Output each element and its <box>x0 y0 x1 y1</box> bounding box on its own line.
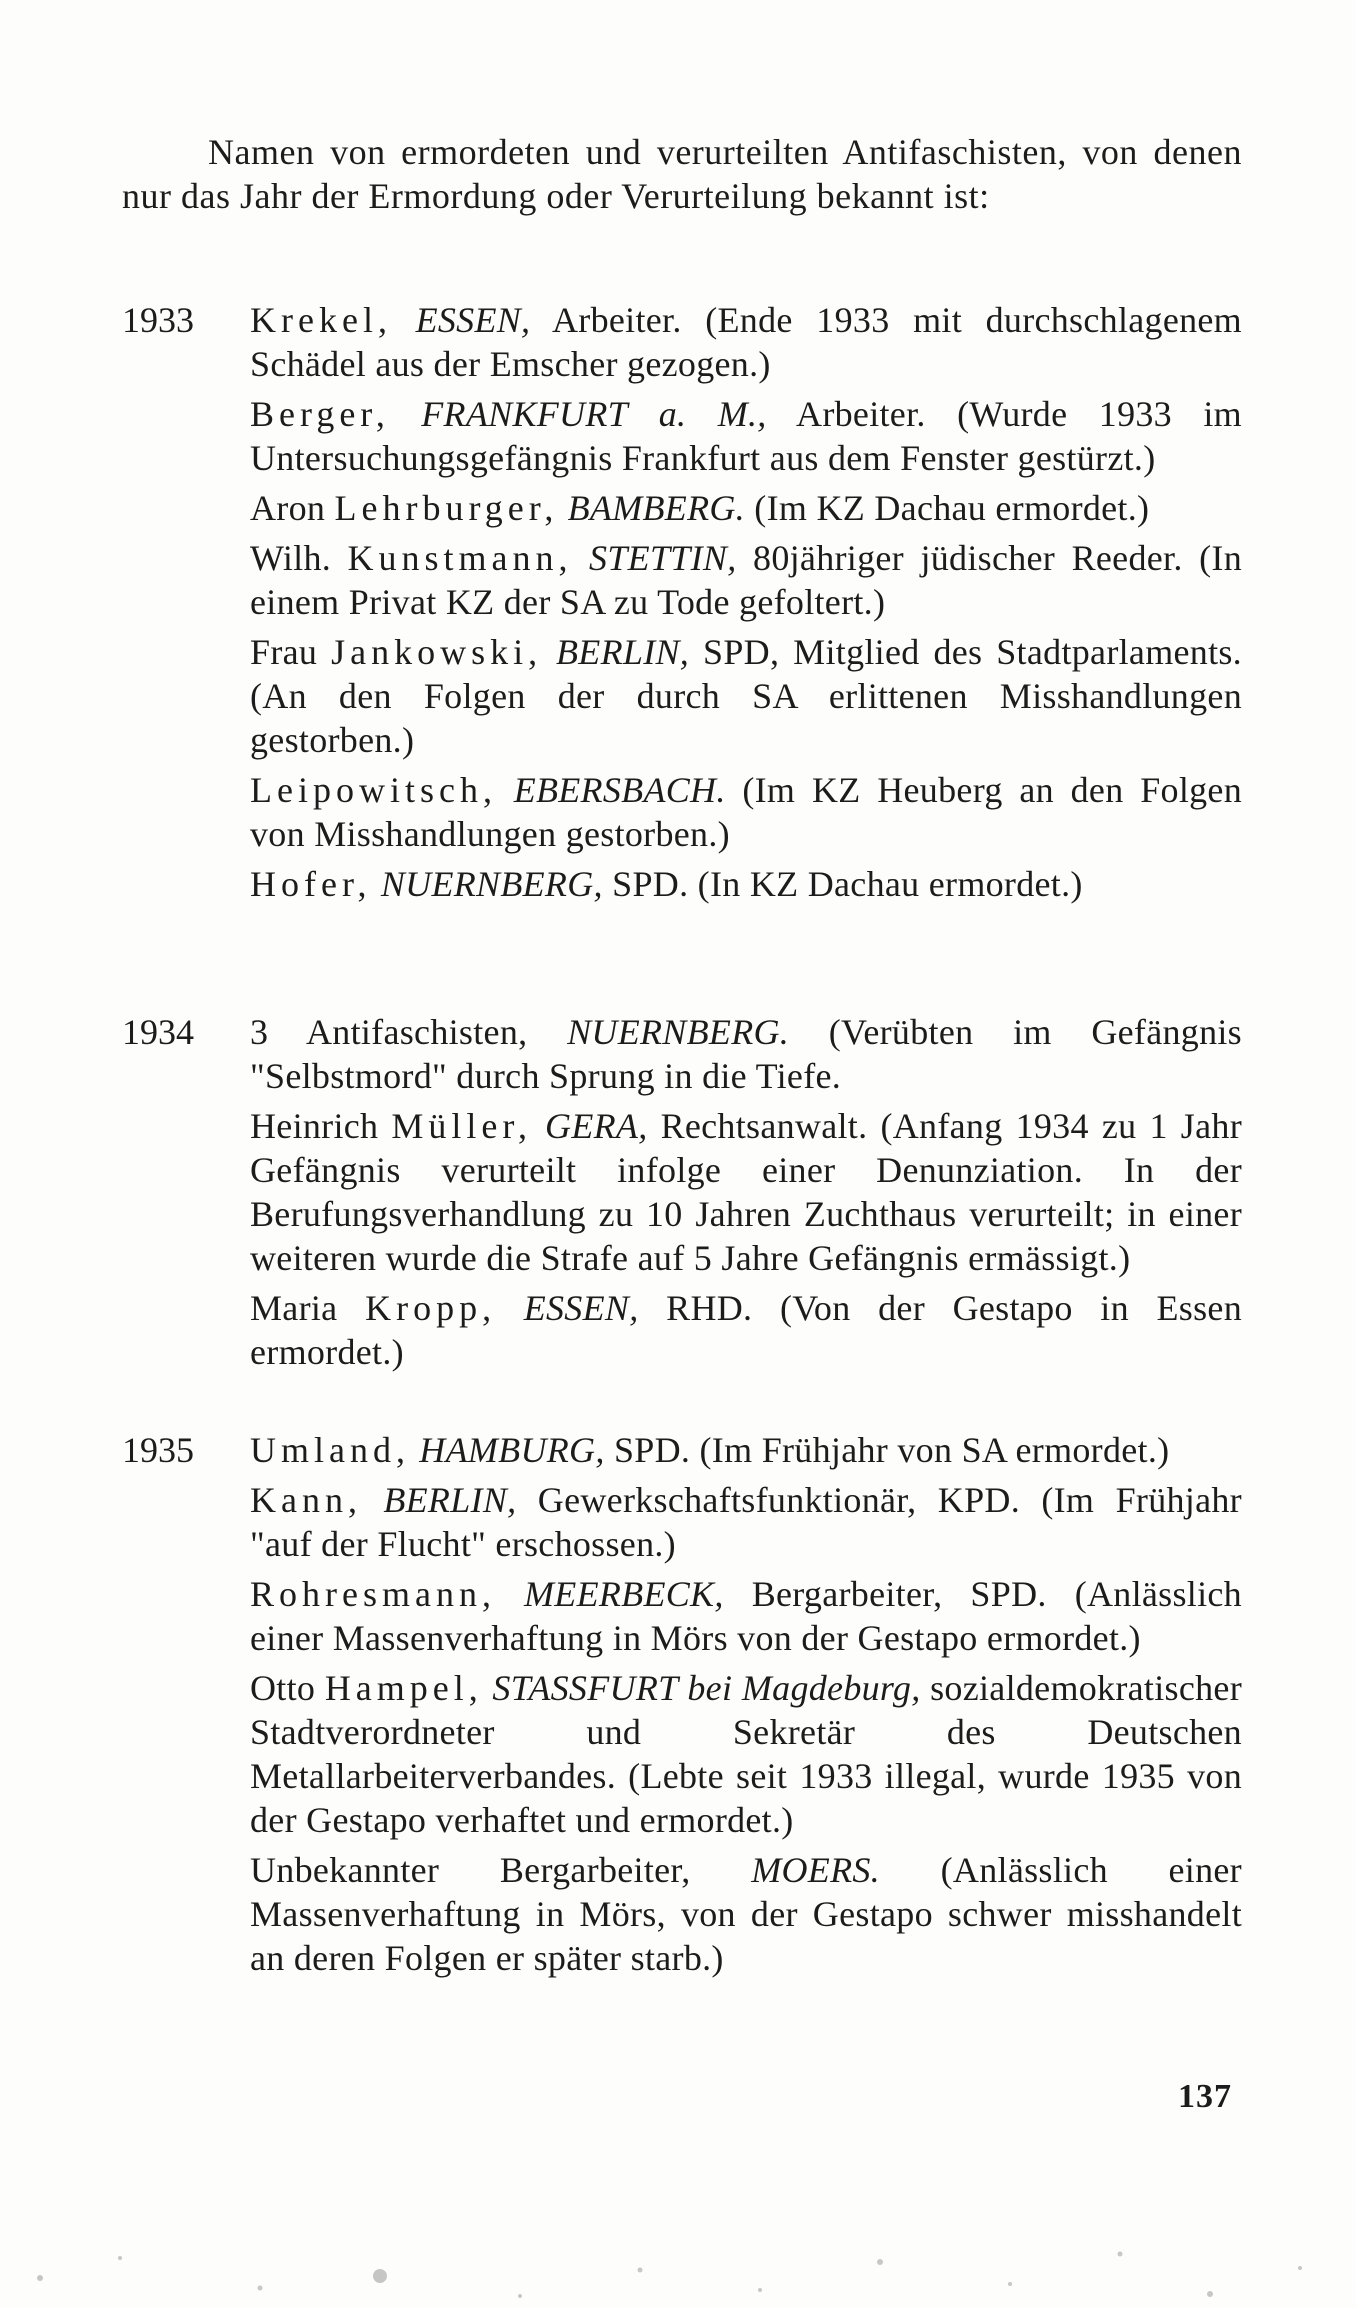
person-name: Kunstmann, <box>347 538 573 578</box>
person-name: Leipowitsch, <box>250 770 497 810</box>
person-name: Kann, <box>250 1480 362 1520</box>
entry-description: Gewerkschaftsfunktionär, KPD. (Im Frühjahr "auf der Flucht" erschossen.) <box>250 1480 1242 1564</box>
entry-description: sozialdemokratischer Stadtverordneter und Sekretär des Deutschen Metallarbeiterverbandes. (Lebte seit 1933 illegal, wurde 1935 von der Gestapo verhaftet und ermordet.) <box>250 1668 1242 1840</box>
person-name: Umland, <box>250 1430 410 1470</box>
entry: 3 Antifaschisten, NUERNBERG. (Verübten im Gefängnis "Selbstmord" durch Sprung in die Tiefe. <box>250 1012 1242 1096</box>
entry-description: SPD, Mitglied des Stadtparlaments. (An den Folgen der durch SA erlittenen Misshandlungen gestorben.) <box>250 632 1242 760</box>
entry-description: (Verübten im Gefängnis "Selbstmord" durch Sprung in die Tiefe. <box>250 1012 1242 1096</box>
entry-description: (Anlässlich einer Massenverhaftung in Mörs, von der Gestapo schwer misshandelt an deren Folgen er später starb.) <box>250 1850 1242 1978</box>
entry <box>250 392 1242 480</box>
place-name: BERLIN, <box>383 1480 517 1520</box>
entry-list <box>250 1010 1242 1380</box>
page-number: 137 <box>1178 2078 1232 2115</box>
entry: Heinrich Müller, GERA, Rechtsanwalt. (Anfang 1934 zu 1 Jahr Gefängnis verurteilt infolge einer Denunziation. In der Berufungsverhandlung zu 10 Jahren Zuchthaus verurteilt; in einer weiteren wurde die Strafe auf 5 Jahre Gefängnis ermässigt.) <box>250 1106 1242 1278</box>
entry <box>250 1428 1242 1472</box>
entry-description: SPD. (Im Frühjahr von SA ermordet.) <box>613 1430 1170 1470</box>
entry <box>250 1478 1242 1566</box>
year-label: 1933 <box>122 300 194 340</box>
entry-description: (Im KZ Dachau ermordet.) <box>754 488 1150 528</box>
entry-description: SPD. (In KZ Dachau ermordet.) <box>612 864 1083 904</box>
place-name: NUERNBERG, <box>380 864 603 904</box>
entry-description: Arbeiter. (Ende 1933 mit durchschlagenem Schädel aus der Emscher gezogen.) <box>250 300 1242 384</box>
entry: Unbekannter Bergarbeiter, MOERS. (Anlässlich einer Massenverhaftung in Mörs, von der Gestapo schwer misshandelt an deren Folgen er später starb.) <box>250 1850 1242 1978</box>
person-name: Hampel, <box>324 1668 483 1708</box>
place-name: FRANKFURT a. M., <box>421 394 767 434</box>
entry-description: RHD. (Von der Gestapo in Essen ermordet.) <box>250 1288 1242 1372</box>
person-name: Jankowski, <box>331 632 543 672</box>
place-name: MEERBECK, <box>524 1574 724 1614</box>
entry-description: 80jähriger jüdischer Reeder. (In einem Privat KZ der SA zu Tode gefoltert.) <box>250 538 1242 622</box>
scan-noise <box>0 2158 1356 2308</box>
entry <box>250 768 1242 856</box>
entry-description: Bergarbeiter, SPD. (Anlässlich einer Massenverhaftung in Mörs von der Gestapo ermordet.) <box>250 1574 1242 1658</box>
entry: Maria Kropp, ESSEN, RHD. (Von der Gestapo in Essen ermordet.) <box>250 1288 1242 1372</box>
person-name: Kropp, <box>365 1288 497 1328</box>
place-name: GERA, <box>545 1106 648 1146</box>
place-name: STASSFURT bei Magdeburg, <box>492 1668 921 1708</box>
place-name: EBERSBACH. <box>513 770 726 810</box>
entry <box>250 862 1242 906</box>
entry: Wilh. Kunstmann, STETTIN, 80jähriger jüdischer Reeder. (In einem Privat KZ der SA zu Tode gefoltert.) <box>250 538 1242 622</box>
entry <box>250 298 1242 386</box>
entry: Aron Lehrburger, BAMBERG. (Im KZ Dachau ermordet.) <box>250 488 1150 528</box>
entry: Frau Jankowski, BERLIN, SPD, Mitglied des Stadtparlaments. (An den Folgen der durch SA erlittenen Misshandlungen gestorben.) <box>250 632 1242 760</box>
entry: Otto Hampel, STASSFURT bei Magdeburg, sozialdemokratischer Stadtverordneter und Sekretär des Deutschen Metallarbeiterverbandes. (Lebte seit 1933 illegal, wurde 1935 von der Gestapo verhaftet und ermordet.) <box>250 1668 1242 1840</box>
person-name: Berger, <box>250 394 390 434</box>
year-label: 1934 <box>122 1012 194 1052</box>
entry-description: (Im KZ Heuberg an den Folgen von Misshandlungen gestorben.) <box>250 770 1242 854</box>
person-name: Lehrburger, <box>334 488 559 528</box>
person-name: Hofer, <box>250 864 372 904</box>
entry-description: Arbeiter. (Wurde 1933 im Untersuchungsgefängnis Frankfurt aus dem Fenster gestürzt.) <box>250 394 1242 478</box>
person-name: Müller, <box>391 1106 532 1146</box>
place-name: BERLIN, <box>556 632 690 672</box>
entry-list <box>250 1428 1242 1986</box>
entry-description: Rechtsanwalt. (Anfang 1934 zu 1 Jahr Gefängnis verurteilt infolge einer Denunziation. In der Berufungsverhandlung zu 10 Jahren Zuchthaus verurteilt; in einer weiteren wurde die Strafe auf 5 Jahre Gefängnis ermässigt.) <box>250 1106 1242 1278</box>
entry-list <box>250 298 1242 912</box>
intro-paragraph: Namen von ermordeten und verurteilten Antifaschisten, von denen nur das Jahr der Ermordung oder Verurteilung bekannt ist: <box>122 132 1242 216</box>
place-name: STETTIN, <box>589 538 737 578</box>
place-name: HAMBURG, <box>419 1430 605 1470</box>
place-name: MOERS. <box>751 1850 880 1890</box>
place-name: ESSEN, <box>415 300 531 340</box>
entry <box>250 1572 1242 1660</box>
place-name: NUERNBERG. <box>567 1012 790 1052</box>
person-name: Rohresmann, <box>250 1574 496 1614</box>
place-name: BAMBERG. <box>567 488 745 528</box>
place-name: ESSEN, <box>523 1288 639 1328</box>
person-name: Krekel, <box>250 300 392 340</box>
year-label: 1935 <box>122 1430 194 1470</box>
